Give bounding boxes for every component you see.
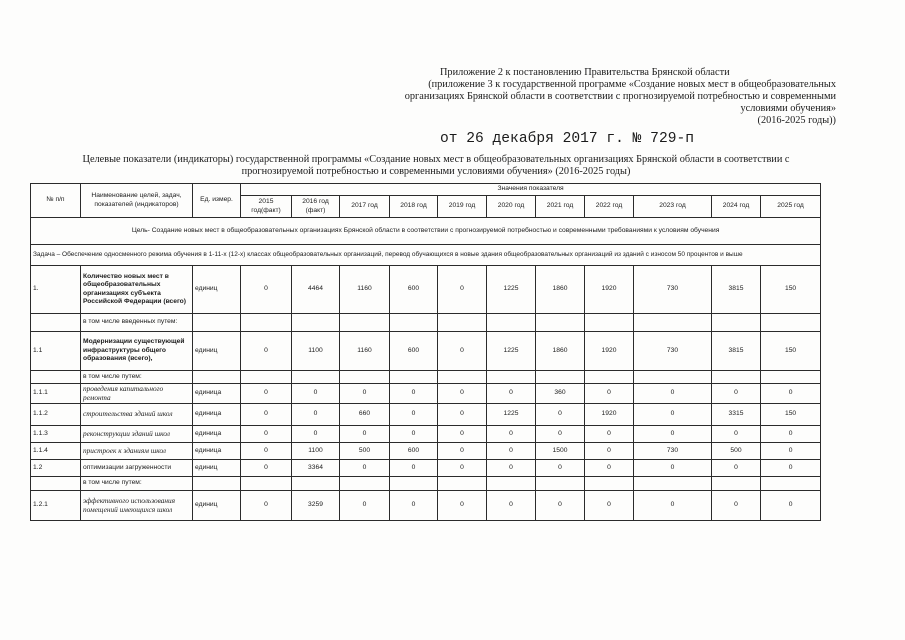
header-number: № п/п xyxy=(31,184,81,218)
value-cell: 150 xyxy=(761,332,821,371)
value-cell: 0 xyxy=(390,426,438,443)
header-year xyxy=(241,196,292,218)
table-row xyxy=(31,460,821,477)
value-cell: 0 xyxy=(634,460,712,477)
indicator-name: реконструкции зданий школ xyxy=(81,426,193,443)
value-cell: 3815 xyxy=(712,266,761,314)
value-cell: 1920 xyxy=(585,266,634,314)
indicator-name: эффективного использования помещений имеющихся школ xyxy=(81,491,193,521)
empty-cell xyxy=(487,371,536,384)
value-cell: 0 xyxy=(340,491,390,521)
row-number: 1.1.4 xyxy=(31,443,81,460)
empty-cell xyxy=(536,314,585,332)
empty-cell xyxy=(31,314,81,332)
value-cell: 0 xyxy=(585,384,634,404)
indicator-name: проведения капитального ремонта xyxy=(81,384,193,404)
value-cell: 0 xyxy=(292,404,340,426)
value-cell: 0 xyxy=(438,404,487,426)
value-cell: 730 xyxy=(634,266,712,314)
value-cell: 0 xyxy=(761,426,821,443)
table-row xyxy=(31,266,821,314)
value-cell: 0 xyxy=(634,426,712,443)
unit-cell: единица xyxy=(193,443,241,460)
year-label: 2016 год (факт) xyxy=(302,198,329,214)
empty-cell xyxy=(585,314,634,332)
indicators-table xyxy=(30,183,821,521)
row-number: 1.1.3 xyxy=(31,426,81,443)
unit-cell: единица xyxy=(193,384,241,404)
empty-cell xyxy=(438,371,487,384)
value-cell: 1225 xyxy=(487,332,536,371)
value-cell: 0 xyxy=(241,384,292,404)
row-number: 1. xyxy=(31,266,81,314)
value-cell: 0 xyxy=(390,384,438,404)
goal-row xyxy=(31,218,821,245)
value-cell: 0 xyxy=(487,426,536,443)
header-unit: Ед. измер. xyxy=(193,184,241,218)
empty-cell xyxy=(241,314,292,332)
value-cell: 0 xyxy=(634,384,712,404)
value-cell: 0 xyxy=(390,404,438,426)
empty-cell xyxy=(292,314,340,332)
header-year xyxy=(390,196,438,218)
empty-cell xyxy=(761,314,821,332)
value-cell: 4464 xyxy=(292,266,340,314)
empty-cell xyxy=(31,477,81,491)
unit-cell: единиц xyxy=(193,266,241,314)
value-cell: 150 xyxy=(761,404,821,426)
value-cell: 3315 xyxy=(712,404,761,426)
value-cell: 0 xyxy=(585,443,634,460)
empty-cell xyxy=(193,371,241,384)
empty-cell xyxy=(438,477,487,491)
empty-cell xyxy=(761,371,821,384)
indicator-name: в том числе путем: xyxy=(81,477,193,491)
empty-cell xyxy=(712,314,761,332)
value-cell: 1225 xyxy=(487,266,536,314)
empty-cell xyxy=(487,314,536,332)
header-name: Наименование целей, задач, показателей (индикаторов) xyxy=(81,184,193,218)
row-number: 1.1.1 xyxy=(31,384,81,404)
table-title xyxy=(0,154,872,178)
value-cell: 600 xyxy=(390,266,438,314)
empty-cell xyxy=(292,371,340,384)
goal-text: Цель- Создание новых мест в общеобразовательных организациях Брянской области в соответствии с прогнозируемой потребностью и современными требованиями к условиям обучения xyxy=(31,218,821,245)
table-row xyxy=(31,384,821,404)
empty-cell xyxy=(193,477,241,491)
empty-cell xyxy=(712,477,761,491)
value-cell: 0 xyxy=(712,460,761,477)
empty-cell xyxy=(292,477,340,491)
value-cell: 0 xyxy=(241,443,292,460)
indicator-name: строительства зданий школ xyxy=(81,404,193,426)
table-row xyxy=(31,404,821,426)
value-cell: 3259 xyxy=(292,491,340,521)
value-cell: 3364 xyxy=(292,460,340,477)
empty-cell xyxy=(340,371,390,384)
indicator-name: Модернизации существующей инфраструктуры общего образования (всего), xyxy=(81,332,193,371)
header-year xyxy=(536,196,585,218)
value-cell: 500 xyxy=(712,443,761,460)
empty-cell xyxy=(585,477,634,491)
value-cell: 0 xyxy=(438,491,487,521)
value-cell: 0 xyxy=(536,491,585,521)
empty-cell xyxy=(536,371,585,384)
value-cell: 600 xyxy=(390,443,438,460)
value-cell: 0 xyxy=(390,491,438,521)
table-title-line: Целевые показатели (индикаторы) государственной программы «Создание новых мест в общеобразовательных организациях Брянской области в соответствии с xyxy=(82,154,790,165)
value-cell: 0 xyxy=(761,443,821,460)
empty-cell xyxy=(390,371,438,384)
value-cell: 0 xyxy=(487,384,536,404)
value-cell: 0 xyxy=(438,443,487,460)
empty-cell xyxy=(390,477,438,491)
empty-cell xyxy=(31,371,81,384)
appendix-block xyxy=(405,79,836,127)
value-cell: 3815 xyxy=(712,332,761,371)
value-cell: 0 xyxy=(292,426,340,443)
table-row-note xyxy=(31,314,821,332)
indicator-name: в том числе введенных путем: xyxy=(81,314,193,332)
empty-cell xyxy=(585,371,634,384)
value-cell: 1500 xyxy=(536,443,585,460)
header-year xyxy=(585,196,634,218)
year-label: 2019 год xyxy=(448,202,476,210)
value-cell: 1920 xyxy=(585,404,634,426)
value-cell: 0 xyxy=(241,404,292,426)
indicator-name: оптимизации загруженности xyxy=(81,460,193,477)
row-number: 1.2 xyxy=(31,460,81,477)
value-cell: 0 xyxy=(585,491,634,521)
unit-cell: единиц xyxy=(193,460,241,477)
task-text: Задача – Обеспечение односменного режима обучения в 1-11-х (12-х) классах общеобразовательных организаций, перевод обучающихся в новые здания общеобразовательных организаций из зданий с износом 50 процентов и выше xyxy=(31,245,821,266)
value-cell: 0 xyxy=(340,460,390,477)
header-year xyxy=(438,196,487,218)
value-cell: 0 xyxy=(487,460,536,477)
value-cell: 730 xyxy=(634,332,712,371)
table-row xyxy=(31,491,821,521)
unit-cell: единица xyxy=(193,426,241,443)
decree-date-line: от 26 декабря 2017 г. № 729-п xyxy=(440,131,694,147)
value-cell: 730 xyxy=(634,443,712,460)
header-year xyxy=(487,196,536,218)
empty-cell xyxy=(761,477,821,491)
header-year xyxy=(634,196,712,218)
value-cell: 0 xyxy=(536,404,585,426)
empty-cell xyxy=(487,477,536,491)
value-cell: 600 xyxy=(390,332,438,371)
value-cell: 1860 xyxy=(536,266,585,314)
year-label: 2024 год xyxy=(722,202,750,210)
unit-cell: единица xyxy=(193,404,241,426)
value-cell: 1100 xyxy=(292,443,340,460)
value-cell: 0 xyxy=(536,426,585,443)
value-cell: 0 xyxy=(340,384,390,404)
value-cell: 360 xyxy=(536,384,585,404)
appendix-line: организациях Брянской области в соответствии с прогнозируемой потребностью и современными xyxy=(404,91,836,102)
value-cell: 0 xyxy=(585,460,634,477)
task-row xyxy=(31,245,821,266)
value-cell: 1160 xyxy=(340,266,390,314)
year-label: 2022 год xyxy=(595,202,623,210)
value-cell: 0 xyxy=(634,491,712,521)
indicator-name: Количество новых мест в общеобразовательных организациях субъекта Российской Федерации (всего) xyxy=(81,266,193,314)
value-cell: 0 xyxy=(241,426,292,443)
value-cell: 0 xyxy=(438,332,487,371)
value-cell: 1100 xyxy=(292,332,340,371)
value-cell: 0 xyxy=(487,491,536,521)
empty-cell xyxy=(634,371,712,384)
row-number: 1.2.1 xyxy=(31,491,81,521)
value-cell: 0 xyxy=(487,443,536,460)
value-cell: 0 xyxy=(761,384,821,404)
unit-cell: единиц xyxy=(193,332,241,371)
value-cell: 0 xyxy=(241,491,292,521)
value-cell: 0 xyxy=(634,404,712,426)
value-cell: 0 xyxy=(340,426,390,443)
value-cell: 0 xyxy=(712,426,761,443)
value-cell: 1225 xyxy=(487,404,536,426)
empty-cell xyxy=(241,477,292,491)
appendix-line: (2016-2025 годы)) xyxy=(757,115,836,126)
year-label: 2025 год xyxy=(777,202,804,210)
value-cell: 0 xyxy=(712,384,761,404)
empty-cell xyxy=(193,314,241,332)
empty-cell xyxy=(634,477,712,491)
empty-cell xyxy=(340,477,390,491)
table-row-note xyxy=(31,477,821,491)
table-row xyxy=(31,443,821,460)
header-year xyxy=(340,196,390,218)
header-year xyxy=(761,196,821,218)
indicator-name: пристроек к зданиям школ xyxy=(81,443,193,460)
value-cell: 0 xyxy=(585,426,634,443)
year-label: 2021 год xyxy=(546,202,574,210)
empty-cell xyxy=(712,371,761,384)
value-cell: 1160 xyxy=(340,332,390,371)
value-cell: 0 xyxy=(438,460,487,477)
value-cell: 0 xyxy=(241,332,292,371)
empty-cell xyxy=(438,314,487,332)
table-row-note xyxy=(31,371,821,384)
value-cell: 660 xyxy=(340,404,390,426)
header-year xyxy=(292,196,340,218)
indicator-name: в том числе путем: xyxy=(81,371,193,384)
value-cell: 0 xyxy=(761,460,821,477)
empty-cell xyxy=(340,314,390,332)
appendix-heading: Приложение 2 к постановлению Правительства Брянской области xyxy=(440,67,730,78)
year-label: 2020 год xyxy=(497,202,525,210)
value-cell: 1860 xyxy=(536,332,585,371)
empty-cell xyxy=(634,314,712,332)
value-cell: 0 xyxy=(536,460,585,477)
value-cell: 0 xyxy=(390,460,438,477)
empty-cell xyxy=(390,314,438,332)
appendix-line: условиями обучения» xyxy=(740,103,836,114)
table-row xyxy=(31,426,821,443)
row-number: 1.1.2 xyxy=(31,404,81,426)
empty-cell xyxy=(536,477,585,491)
value-cell: 0 xyxy=(712,491,761,521)
header-year xyxy=(712,196,761,218)
year-label: 2023 год xyxy=(659,202,686,210)
header-values-group: Значения показателя xyxy=(241,184,821,196)
table-title-line: прогнозируемой потребностью и современными условиями обучения» (2016-2025 годы) xyxy=(241,166,631,177)
value-cell: 0 xyxy=(241,460,292,477)
value-cell: 1920 xyxy=(585,332,634,371)
value-cell: 0 xyxy=(438,426,487,443)
header-row xyxy=(31,184,821,196)
year-label: 2017 год xyxy=(351,202,378,210)
appendix-line: (приложение 3 к государственной программе «Создание новых мест в общеобразовательных xyxy=(428,79,836,90)
value-cell: 0 xyxy=(761,491,821,521)
value-cell: 500 xyxy=(340,443,390,460)
table-row xyxy=(31,332,821,371)
value-cell: 150 xyxy=(761,266,821,314)
unit-cell: единиц xyxy=(193,491,241,521)
value-cell: 0 xyxy=(438,266,487,314)
value-cell: 0 xyxy=(241,266,292,314)
value-cell: 0 xyxy=(292,384,340,404)
empty-cell xyxy=(241,371,292,384)
value-cell: 0 xyxy=(438,384,487,404)
year-label: 2018 год xyxy=(400,202,427,210)
year-label: 2015 год(факт) xyxy=(251,198,281,214)
row-number: 1.1 xyxy=(31,332,81,371)
